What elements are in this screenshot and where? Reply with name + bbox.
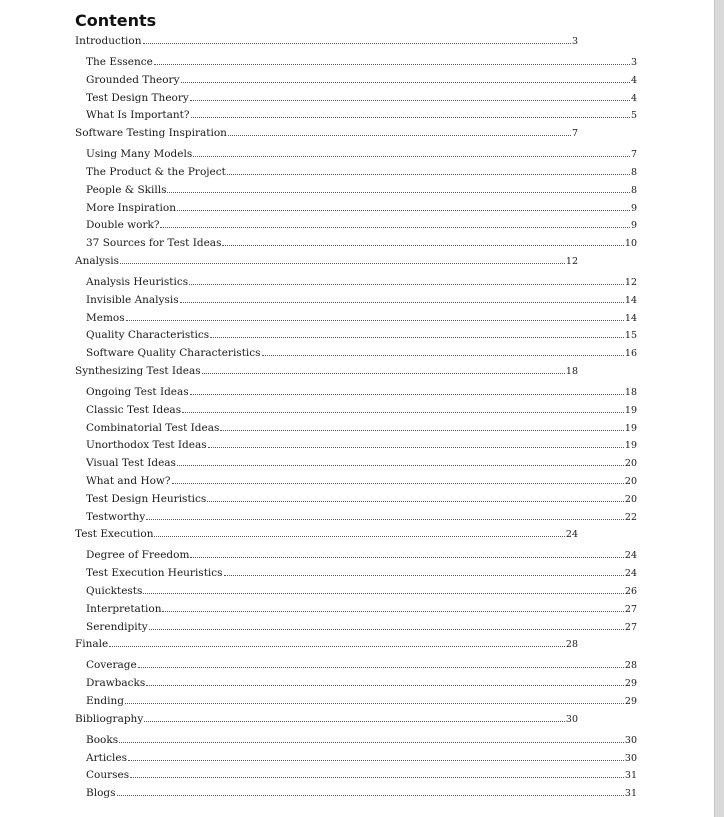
toc-dot-leader (149, 628, 624, 630)
toc-entry-label: Courses (86, 769, 130, 782)
toc-page-number: 19 (624, 422, 637, 434)
toc-page-number: 12 (624, 277, 637, 288)
toc-entry-label: Visual Test Ideas (86, 457, 176, 470)
toc-dot-leader (190, 99, 630, 101)
toc-chapter-entry[interactable] (75, 712, 578, 726)
toc-page-number: 28 (624, 660, 637, 672)
toc-page-number: 29 (624, 696, 637, 707)
toc-entry-label: What Is Important? (86, 109, 190, 122)
toc-section-entry[interactable] (86, 602, 637, 616)
toc-entry-label: The Product & the Project (86, 166, 226, 178)
toc-entry-label: Quality Characteristics (86, 329, 210, 342)
toc-section-entry[interactable] (86, 165, 637, 179)
toc-dot-leader (227, 173, 630, 175)
toc-section-entry[interactable] (86, 403, 637, 417)
toc-section-entry[interactable] (86, 751, 637, 765)
toc-dot-leader (154, 63, 630, 65)
toc-chapter-entry[interactable] (75, 254, 578, 268)
toc-page-number: 29 (624, 678, 637, 690)
toc-entry-label: Using Many Models (86, 148, 193, 161)
toc-page-number: 4 (630, 74, 637, 86)
toc-dot-leader (146, 518, 624, 520)
toc-section-entry[interactable] (86, 694, 637, 708)
toc-section-entry[interactable] (86, 474, 637, 488)
toc-page-number: 12 (565, 256, 578, 267)
toc-section-entry[interactable] (86, 676, 637, 690)
toc-page-number: 22 (624, 511, 637, 523)
toc-page-number: 24 (624, 550, 637, 562)
toc-chapter-entry[interactable] (75, 637, 578, 651)
toc-chapter-entry[interactable] (75, 364, 578, 378)
toc-section-entry[interactable] (86, 548, 637, 562)
toc-section-entry[interactable] (86, 510, 637, 524)
toc-section-entry[interactable] (86, 620, 637, 634)
toc-dot-leader (177, 464, 624, 466)
toc-dot-leader (154, 535, 564, 537)
toc-dot-leader (146, 684, 624, 686)
toc-page-number: 24 (624, 568, 637, 580)
toc-section-entry[interactable] (86, 566, 637, 580)
toc-page-number: 19 (624, 440, 637, 452)
toc-dot-leader (125, 702, 624, 704)
toc-dot-leader (162, 610, 623, 612)
toc-section-entry[interactable] (86, 55, 637, 69)
toc-page-number: 8 (630, 167, 637, 178)
toc-entry-label: Bibliography (75, 712, 144, 725)
toc-entry-label: What and How? (86, 475, 171, 487)
toc-section-entry[interactable] (86, 147, 637, 161)
toc-page-number: 9 (630, 220, 637, 232)
toc-section-entry[interactable] (86, 492, 637, 506)
toc-entry-label: Analysis Heuristics (86, 276, 189, 288)
toc-entry-label: Degree of Freedom (86, 549, 190, 562)
toc-entry-label: The Essence (86, 56, 153, 68)
toc-entry-label: Test Execution Heuristics (86, 567, 223, 580)
toc-dot-leader (228, 134, 571, 136)
toc-section-entry[interactable] (86, 385, 637, 399)
toc-section-entry[interactable] (86, 786, 637, 800)
toc-dot-leader (126, 319, 624, 321)
toc-entry-label: 37 Sources for Test Ideas (86, 237, 222, 250)
toc-page-number: 3 (571, 36, 578, 47)
toc-page-number: 7 (630, 149, 637, 161)
toc-page-number: 20 (624, 493, 637, 505)
page-edge-scrollbar[interactable] (714, 0, 724, 817)
toc-page-number: 15 (624, 330, 637, 342)
toc-entry-label: Blogs (86, 787, 116, 800)
toc-section-entry[interactable] (86, 218, 637, 232)
toc-entry-label: Analysis (75, 255, 120, 267)
toc-dot-leader (143, 592, 624, 594)
toc-heading: Contents (75, 11, 157, 30)
toc-entry-label: Ongoing Test Ideas (86, 386, 189, 398)
toc-page-number: 16 (624, 348, 637, 360)
toc-entry-label: Classic Test Ideas (86, 403, 182, 416)
toc-page-number: 10 (624, 238, 637, 250)
toc-section-entry[interactable] (86, 733, 637, 747)
toc-chapter-entry[interactable] (75, 34, 578, 48)
toc-entry-label: Test Design Heuristics (86, 492, 207, 505)
toc-page-number: 26 (624, 586, 637, 597)
toc-page-number: 31 (624, 770, 637, 782)
toc-dot-leader (210, 336, 624, 338)
toc-page-number: 14 (624, 294, 637, 306)
toc-section-entry[interactable] (86, 421, 637, 435)
toc-page-number: 30 (565, 713, 578, 725)
toc-dot-leader (262, 354, 624, 356)
toc-entry-label: Combinatorial Test Ideas (86, 421, 220, 434)
toc-page-number: 3 (630, 57, 637, 68)
toc-page-number: 31 (624, 788, 637, 800)
toc-dot-leader (117, 794, 624, 796)
toc-entry-label: Drawbacks (86, 677, 146, 690)
toc-entry-label: Quicktests (86, 585, 143, 597)
toc-dot-leader (189, 283, 624, 285)
toc-dot-leader (182, 411, 624, 413)
toc-entry-label: Synthesizing Test Ideas (75, 365, 201, 377)
toc-section-entry[interactable] (86, 311, 637, 325)
toc-page-number: 20 (624, 458, 637, 470)
toc-page-number: 24 (565, 529, 578, 541)
toc-section-entry[interactable] (86, 768, 637, 782)
toc-dot-leader (160, 226, 629, 228)
toc-entry-label: Books (86, 733, 119, 746)
toc-section-entry[interactable] (86, 456, 637, 470)
toc-entry-label: Memos (86, 311, 125, 324)
toc-section-entry[interactable] (86, 275, 637, 289)
toc-section-entry[interactable] (86, 346, 637, 360)
toc-section-entry[interactable] (86, 584, 637, 598)
toc-dot-leader (143, 42, 571, 44)
toc-page-number: 9 (630, 202, 637, 214)
toc-dot-leader (119, 741, 624, 743)
toc-page-number: 4 (630, 92, 637, 104)
toc-dot-leader (193, 155, 630, 157)
toc-entry-label: Double work? (86, 219, 160, 232)
toc-page-number: 27 (624, 603, 637, 615)
toc-section-entry[interactable] (86, 183, 637, 197)
toc-page-number: 5 (630, 110, 637, 122)
toc-page-number: 30 (624, 752, 637, 764)
toc-dot-leader (177, 209, 630, 211)
toc-entry-label: Test Design Theory (86, 91, 189, 104)
toc-page-number: 19 (624, 404, 637, 416)
toc-entry-label: Test Execution (75, 528, 154, 541)
toc-section-entry[interactable] (86, 293, 637, 307)
toc-page-number: 20 (624, 476, 637, 487)
toc-entry-label: People & Skills (86, 183, 167, 196)
toc-section-entry[interactable] (86, 73, 637, 87)
toc-dot-leader (202, 372, 565, 374)
toc-dot-leader (190, 556, 623, 558)
toc-entry-label: Articles (86, 751, 128, 764)
toc-entry-label: Invisible Analysis (86, 293, 179, 306)
toc-dot-leader (190, 393, 624, 395)
toc-entry-label: Software Quality Characteristics (86, 347, 261, 360)
toc-page-number: 14 (624, 312, 637, 324)
toc-page-number: 7 (571, 128, 578, 140)
toc-section-entry[interactable] (86, 201, 637, 215)
toc-dot-leader (181, 81, 630, 83)
toc-entry-label: Coverage (86, 659, 137, 672)
toc-dot-leader (120, 262, 565, 264)
toc-section-entry[interactable] (86, 438, 637, 452)
toc-dot-leader (222, 244, 623, 246)
toc-chapter-entry[interactable] (75, 126, 578, 140)
toc-page-number: 18 (624, 387, 637, 398)
toc-page-number: 27 (624, 621, 637, 633)
toc-dot-leader (144, 720, 565, 722)
toc-entry-label: Testworthy (86, 510, 146, 523)
toc-entry-label: Grounded Theory (86, 73, 180, 86)
toc-dot-leader (207, 500, 624, 502)
toc-dot-leader (130, 776, 624, 778)
toc-dot-leader (138, 666, 624, 668)
toc-section-entry[interactable] (86, 91, 637, 105)
toc-entry-label: Interpretation (86, 602, 162, 615)
toc-dot-leader (191, 116, 630, 118)
toc-dot-leader (224, 574, 624, 576)
toc-section-entry[interactable] (86, 328, 637, 342)
toc-entry-label: Serendipity (86, 620, 148, 633)
toc-dot-leader (172, 482, 624, 484)
toc-dot-leader (220, 429, 624, 431)
toc-entry-label: Introduction (75, 35, 142, 47)
toc-dot-leader (208, 446, 624, 448)
toc-chapter-entry[interactable] (75, 527, 578, 541)
toc-page-number: 8 (630, 184, 637, 196)
toc-dot-leader (128, 759, 624, 761)
toc-entry-label: Ending (86, 695, 124, 707)
toc-entry-label: Software Testing Inspiration (75, 127, 227, 140)
toc-page-number: 30 (624, 734, 637, 746)
toc-section-entry[interactable] (86, 658, 637, 672)
toc-section-entry[interactable] (86, 108, 637, 122)
toc-page-number: 18 (565, 366, 578, 377)
toc-entry-label: Finale (75, 638, 109, 651)
toc-dot-leader (180, 301, 624, 303)
toc-entry-label: More Inspiration (86, 201, 176, 214)
toc-page-number: 28 (565, 639, 578, 651)
toc-dot-leader (167, 191, 629, 193)
toc-dot-leader (109, 645, 565, 647)
toc-page (75, 10, 637, 800)
toc-entry-label: Unorthodox Test Ideas (86, 439, 207, 452)
toc-section-entry[interactable] (86, 236, 637, 250)
